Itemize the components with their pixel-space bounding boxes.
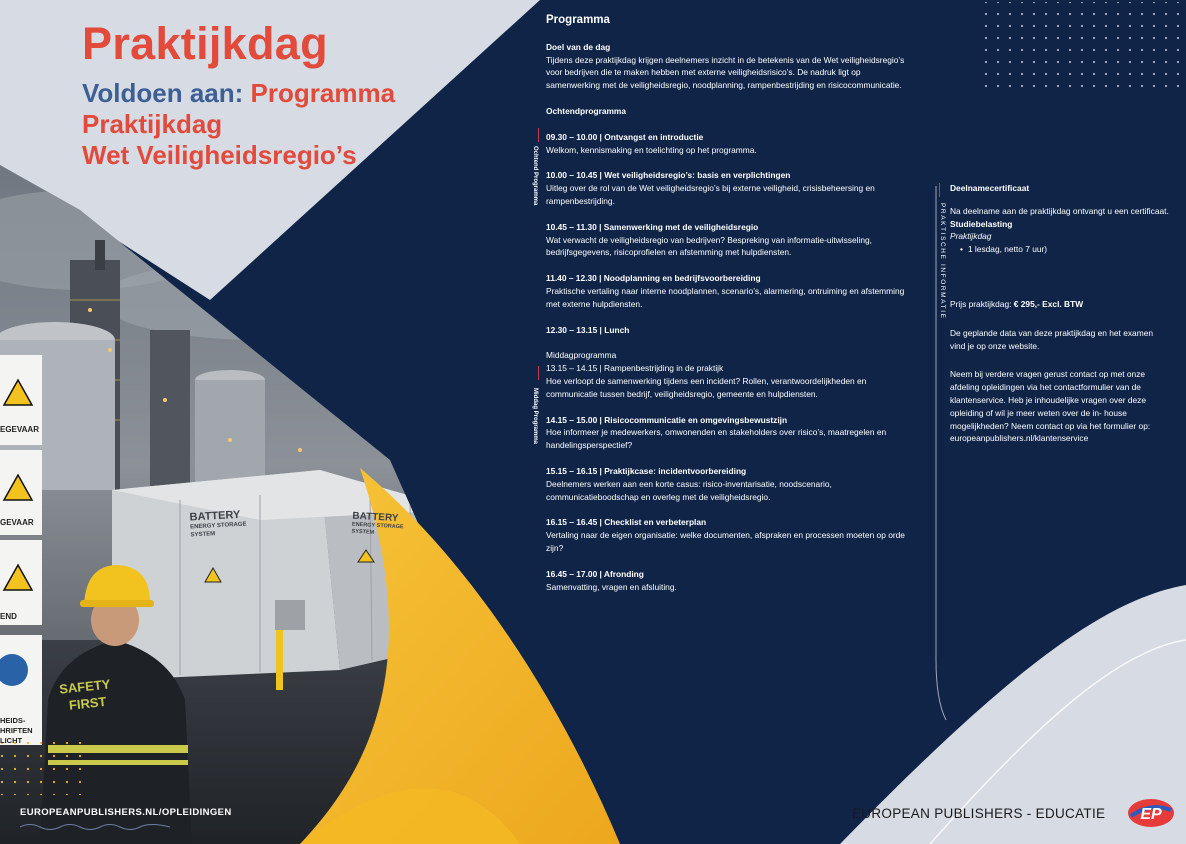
session-text: Praktische vertaling naar interne noodplannen, scenario’s, alarmering, ontruiming en afstemming met externe hulpdiensten. bbox=[546, 285, 905, 309]
contact-text: Neem bij verdere vragen gerust contact op met onze afdeling opleidingen via het contactformulier van de klantenservice. Heb je inhoudelijke vragen over deze opleiding of wil je meer weten over de in- house mogelijkheden? Neem contact op via het formulier op: europeanpublishers.nl/klantenservice bbox=[950, 369, 1151, 444]
session-item bbox=[546, 131, 916, 157]
session-text: Hoe informeer je medewerkers, omwonenden en stakeholders over risico’s, maatregelen en handelingsperspectief? bbox=[546, 427, 887, 451]
subtitle-line-2: Praktijkdag bbox=[82, 109, 223, 139]
website-link[interactable]: EUROPEANPUBLISHERS.NL/OPLEIDINGEN bbox=[20, 807, 232, 818]
session-item bbox=[546, 414, 916, 452]
practical-info-column bbox=[950, 182, 1170, 445]
certificate-text: Na deelname aan de praktijkdag ontvangt u een certificaat. bbox=[950, 205, 1169, 216]
first-word: FIRST bbox=[68, 693, 108, 713]
study-load-list bbox=[950, 243, 1170, 256]
study-load-bullet: • 1 lesdag, netto 7 uur) bbox=[960, 243, 1170, 256]
session-title: 10.45 – 11.30 | Samenwerking met de veiligheidsregio bbox=[546, 221, 759, 232]
sign-text-4 bbox=[0, 716, 33, 746]
session-text: Uitleg over de rol van de Wet veiligheidsregio’s bij externe veiligheid, crisisbeheersing en rampenbestrijding. bbox=[546, 183, 875, 206]
morning-vertical-label: Ochtend Programma bbox=[532, 146, 538, 206]
sign-line: HEIDS- bbox=[0, 716, 26, 725]
afternoon-label-marker bbox=[538, 366, 539, 380]
certificate-heading: Deelnamecertificaat bbox=[950, 183, 1030, 193]
sign-text-1: EGEVAAR bbox=[0, 425, 39, 434]
dot-grid-top bbox=[985, 2, 1185, 92]
goal-text: Tijdens deze praktijkdag krijgen deelnemers inzicht in de betekenis van de Wet veiligheidsregio’s voor bedrijven die te maken hebben met externe veiligheidsrisico’s. De nadruk ligt op samenwerking met de veiligheidsregio, noodplanning, rampenbestrijding en risicocommunicatie. bbox=[546, 54, 905, 91]
sign-text-2: GEVAAR bbox=[0, 518, 34, 527]
subtitle-line-3: Wet Veiligheidsregio’s bbox=[82, 140, 357, 170]
session-text: Samenvatting, vragen en afsluiting. bbox=[546, 581, 677, 592]
logo-letters: EP bbox=[1140, 806, 1162, 823]
battery-text: BATTERY bbox=[352, 510, 399, 525]
subtitle-red-part: Programma bbox=[243, 78, 396, 108]
afternoon-heading: Middagprogramma bbox=[546, 350, 617, 361]
price-label: Prijs praktijkdag: bbox=[950, 298, 1014, 309]
session-text: Wat verwacht de veiligheidsregio van bedrijven? Bespreking van informatie-uitwisseling, bedrijfsgegevens, risicoprofielen en afstemming met hulpdiensten. bbox=[546, 234, 873, 258]
session-item bbox=[546, 568, 916, 594]
page-title: Praktijkdag bbox=[82, 18, 328, 69]
session-item bbox=[546, 272, 916, 310]
session-text: Deelnemers werken aan een korte casus: risico-inventarisatie, noodscenario, communicatieboodschap en overleg met de veiligheidsregio. bbox=[546, 478, 832, 502]
session-title: 10.00 – 10.45 | Wet veiligheidsregio’s: basis en verplichtingen bbox=[546, 170, 791, 181]
practical-label-marker bbox=[939, 183, 940, 197]
study-load-heading: Studiebelasting bbox=[950, 218, 1013, 229]
storage-text: ENERGY STORAGE bbox=[351, 521, 404, 531]
session-item bbox=[546, 221, 916, 259]
scribble-decoration bbox=[20, 822, 170, 832]
session-item bbox=[546, 516, 916, 554]
program-column bbox=[546, 14, 916, 606]
battery-text: BATTERY bbox=[189, 508, 241, 524]
session-item bbox=[546, 362, 916, 400]
session-text: Vertaling naar de eigen organisatie: welke documenten, afspraken en processen moeten op orde zijn? bbox=[546, 530, 905, 553]
session-item bbox=[546, 169, 916, 207]
safety-first-text bbox=[58, 675, 113, 714]
sign-text-3: END bbox=[0, 612, 17, 621]
storage-text: ENERGY STORAGE bbox=[189, 521, 247, 531]
spacer bbox=[950, 352, 1170, 368]
ep-logo-icon bbox=[1127, 798, 1175, 828]
practical-vertical-label: PRAKTISCHE INFORMATIE bbox=[939, 203, 946, 320]
spacer bbox=[950, 195, 1170, 205]
subtitle-line-1 bbox=[82, 78, 395, 109]
page-subtitle bbox=[82, 78, 395, 171]
session-title: 16.15 – 16.45 | Checklist en verbeterplan bbox=[546, 517, 707, 528]
price-line bbox=[950, 298, 1170, 311]
session-title: 11.40 – 12.30 | Noodplanning en bedrijfsvoorbereiding bbox=[546, 273, 761, 284]
spacer bbox=[950, 311, 1170, 327]
program-heading: Programma bbox=[546, 14, 610, 26]
session-title: 13.15 – 14.15 | Rampenbestrijding in de praktijk bbox=[546, 363, 724, 374]
session-title: 09.30 – 10.00 | Ontvangst en introductie bbox=[546, 131, 704, 142]
battery-label-2 bbox=[351, 511, 404, 539]
system-text: SYSTEM bbox=[190, 531, 216, 539]
session-text: Welkom, kennismaking en toelichting op het programma. bbox=[546, 144, 757, 155]
safety-word: SAFETY bbox=[58, 676, 112, 697]
session-title: 14.15 – 15.00 | Risicocommunicatie en omgevingsbewustzijn bbox=[546, 414, 788, 425]
session-text: Hoe verloopt de samenwerking tijdens een incident? Rollen, verantwoordelijkheden en communicatie tussen bedrijf, veiligheidsregio, gemeente en hulpdiensten. bbox=[546, 375, 867, 399]
morning-label-marker bbox=[538, 128, 539, 142]
battery-label-1 bbox=[189, 509, 247, 540]
goal-heading: Doel van de dag bbox=[546, 41, 611, 52]
session-item bbox=[546, 324, 916, 337]
system-text: SYSTEM bbox=[351, 528, 375, 536]
goal-section bbox=[546, 41, 916, 92]
session-item bbox=[546, 465, 916, 503]
dates-text: De geplande data van deze praktijkdag en het examen vind je op onze website. bbox=[950, 327, 1154, 351]
morning-heading: Ochtendprogramma bbox=[546, 105, 627, 116]
sign-line: HRIFTEN bbox=[0, 726, 33, 735]
session-title: 16.45 – 17.00 | Afronding bbox=[546, 568, 644, 579]
subtitle-blue-part: Voldoen aan: bbox=[82, 78, 244, 108]
sign-line: LICHT bbox=[0, 736, 23, 745]
spacer bbox=[950, 256, 1170, 298]
session-title: 15.15 – 16.15 | Praktijkcase: incidentvoorbereiding bbox=[546, 465, 747, 476]
afternoon-vertical-label: Middag Programma bbox=[532, 388, 538, 445]
publisher-name: EUROPEAN PUBLISHERS - EDUCATIE bbox=[852, 806, 1106, 821]
study-load-item: Praktijkdag bbox=[950, 231, 992, 242]
session-title: 12.30 – 13.15 | Lunch bbox=[546, 324, 630, 335]
price-value: € 295,- Excl. BTW bbox=[1013, 298, 1084, 309]
